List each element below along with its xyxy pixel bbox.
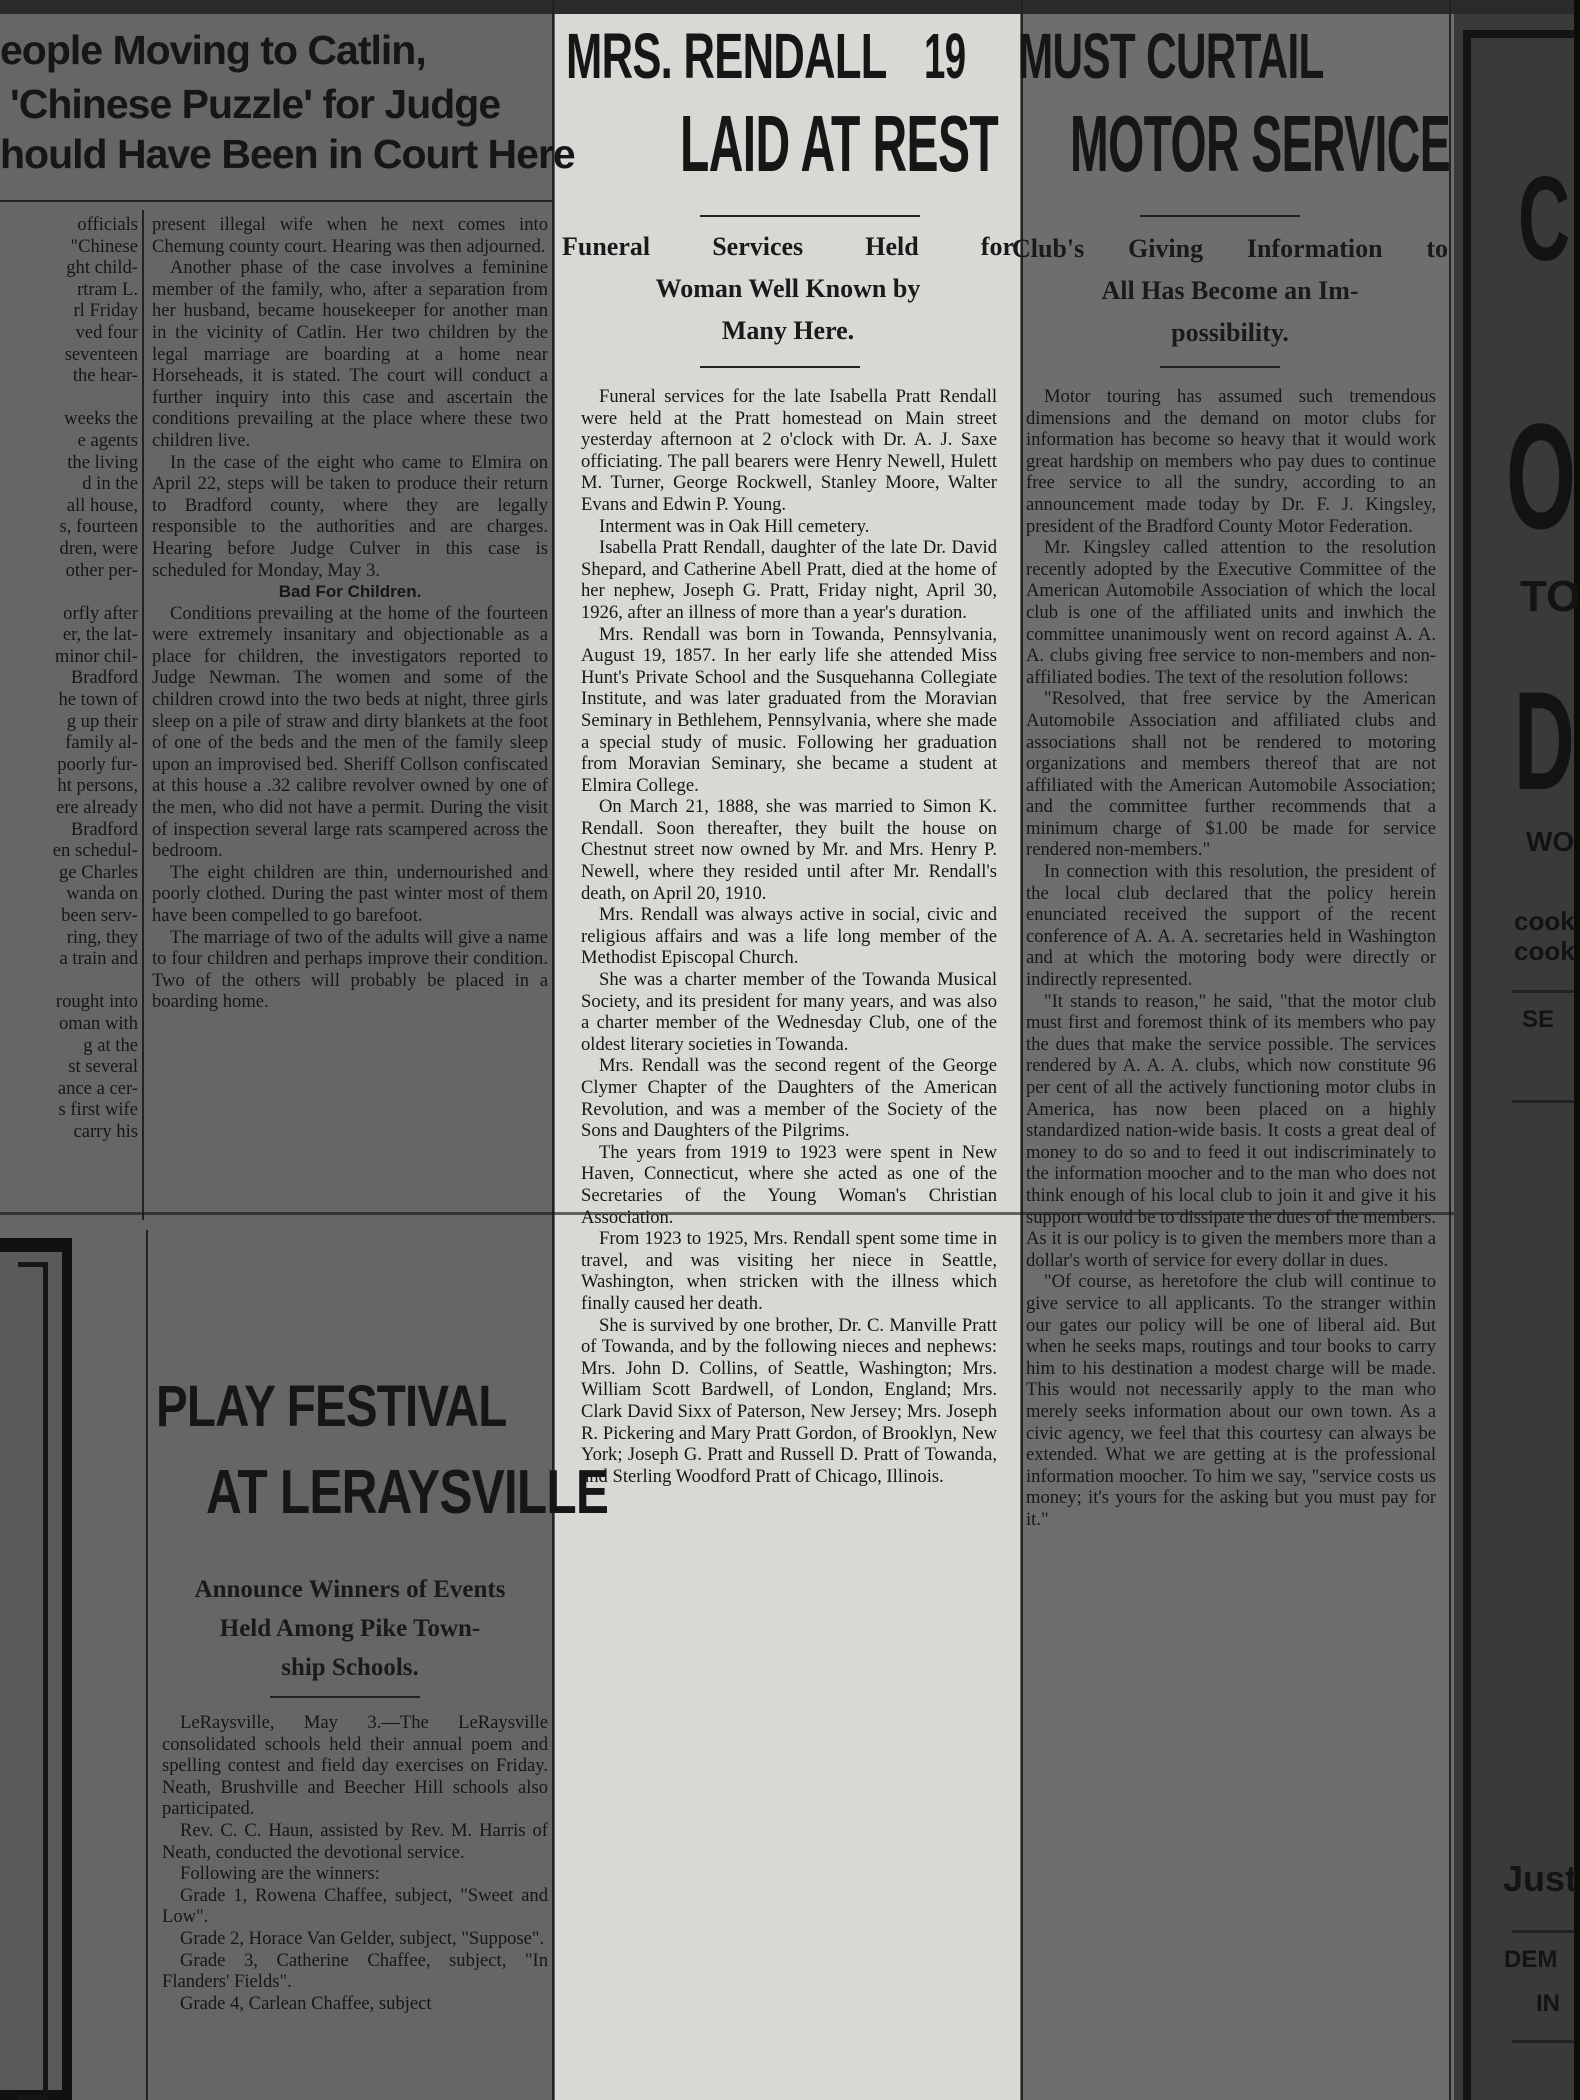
ad-rule — [1512, 1930, 1574, 1933]
narrow-column-line: dren, were — [59, 537, 138, 559]
festival-paragraph: Rev. C. C. Haun, assisted by Rev. M. Harris of Neath, conducted the devotional service. — [162, 1819, 548, 1863]
festival-paragraph: LeRaysville, May 3.—The LeRaysville consolidated schools held their annual poem and spelling contest and field day exercises on Friday. Neath, Brushville and Beecher Hill schools also participated. — [162, 1712, 548, 1820]
narrow-column-line — [0, 387, 138, 409]
motor-deck — [1012, 228, 1448, 354]
narrow-column-line: minor chil- — [54, 645, 138, 667]
festival-deck-line: ship Schools. — [281, 1654, 419, 1681]
festival-paragraph: Grade 1, Rowena Chaffee, subject, "Sweet and Low". — [162, 1884, 548, 1928]
narrow-column-line: rl Friday — [73, 300, 138, 322]
ad-rule — [1512, 2040, 1574, 2043]
column-rule — [1449, 0, 1451, 2100]
narrow-column-line: ht persons, — [57, 775, 138, 797]
rendall-paragraph: She was a charter member of the Towanda Musical Society, and its president for many years, and was also a charter member of the Wednesday Club, one of the oldest literary societies in Towanda. — [581, 969, 997, 1055]
headline-rule — [1140, 215, 1300, 217]
left-article-body — [152, 214, 548, 1013]
motor-paragraph: In connection with this resolution, the president of the local club declared that the policy herein enunciated received the support of the recent conference of A. A. A. secretaries held in Washington and at which the motoring body were directly or indirectly represented. — [1026, 861, 1436, 991]
rendall-deck-line: Woman Well Known by — [655, 274, 921, 303]
motor-paragraph: "Resolved, that free service by the American Automobile Association and affiliated clubs and associations shall not be rendered to motoring organizations and members thereof that are not affiliated with the American Automobile Association; and the committee further recommends that a minimum charge of $1.00 be made for service rendered non-members." — [1026, 688, 1436, 861]
narrow-column-line: weeks the — [64, 408, 138, 430]
rendall-paragraph: Mrs. Rendall was always active in social, civic and religious affairs and was a life long member of the Methodist Episcopal Church. — [581, 904, 997, 969]
right-ad-cook: cook — [1514, 906, 1575, 936]
right-ad-dem: DEM — [1504, 1946, 1558, 1973]
festival-paragraph: Grade 3, Catherine Chaffee, subject, "In Flanders' Fields". — [162, 1949, 548, 1993]
rendall-article-body — [581, 386, 997, 1487]
narrow-column-line: g at the — [83, 1034, 138, 1056]
left-paragraph: In the case of the eight who came to Elmira on April 22, steps will be taken to produce their return to Bradford county, where they are legally responsible to the authorities and are charges. Hearing before Judge Culver in this case is scheduled for Monday, May 3. — [152, 451, 548, 581]
headline-rule — [700, 215, 920, 217]
headline-rule — [0, 200, 552, 202]
left-subhead: Bad For Children. — [278, 582, 422, 602]
left-headline-line-3: hould Have Been in Court Here — [0, 131, 575, 177]
deck-rule — [270, 1696, 420, 1698]
rendall-paragraph: From 1923 to 1925, Mrs. Rendall spent some time in travel, and was visiting her niece in Seattle, Washington, when stricken with the illness which finally caused her death. — [581, 1228, 997, 1314]
rendall-paragraph: Mrs. Rendall was born in Towanda, Pennsylvania, August 19, 1857. In her early life she attended Miss Hunt's Private School and the Susquehanna Collegiate Institute, and was later graduated from the Moravian Seminary in Bethlehem, Pennsylvania, where she made a special study of music. Following her graduation from Moravian Seminary, she became a student at Elmira College. — [581, 623, 997, 796]
left-ad-inner-border — [18, 1262, 48, 2100]
deck-rule — [700, 366, 860, 368]
narrow-column-line: Bradford — [70, 667, 138, 689]
narrow-column-line: ved four — [75, 321, 138, 343]
right-ad-wo: WO — [1526, 826, 1575, 857]
column-rule — [146, 1230, 148, 2100]
narrow-column-line: wanda on — [66, 883, 138, 905]
motor-paragraph: "It stands to reason," he said, "that the motor club must first and foremost think of its members who pay the dues that make the service possible. The services rendered by A. A. A. clubs, which now constitute 96 per cent of all the actively functioning motor clubs in America, has now been placed on a highly standardized nation-wide basis. It costs a great deal of money to do so and to feed it out indiscriminately to the information moocher and to the man who does not think enough of his local club to join it and give it his support would be to dissipate the dues of the members. As it is our policy is to given the members more than a dollar's worth of service for every dollar in dues. — [1026, 990, 1436, 1271]
narrow-column-line: the hear- — [72, 365, 138, 387]
narrow-column-line — [0, 970, 138, 992]
right-ad-cook: cook — [1514, 936, 1575, 966]
narrow-column-line: er, the lat- — [62, 624, 138, 646]
right-ad-in: IN — [1536, 1990, 1560, 2017]
narrow-column-line: a train and — [59, 948, 138, 970]
motor-headline-line-1: MUST CURTAIL — [1018, 20, 1324, 92]
rendall-paragraph: The years from 1919 to 1923 were spent in New Haven, Connecticut, where she acted as one of the Secretaries of the Young Woman's Christian Association. — [581, 1141, 997, 1228]
festival-deck — [150, 1570, 550, 1687]
narrow-column-line — [0, 581, 138, 603]
festival-headline-line-1: PLAY FESTIVAL — [156, 1374, 507, 1439]
narrow-column-line: family al- — [65, 732, 138, 754]
narrow-column-line: g up their — [66, 710, 138, 732]
rendall-paragraph: Isabella Pratt Rendall, daughter of the late Dr. David Shepard, and Catherine Abell Pratt, died at the home of her nephew, Joseph G. Pratt, Friday night, April 30, 1926, after an illness of more than a year's duration. — [581, 537, 997, 623]
rendall-headline-line-1: MRS. RENDALL — [566, 20, 887, 92]
narrow-column-line: ght child- — [66, 257, 138, 279]
narrow-column-line: s first wife — [58, 1099, 138, 1121]
right-ad-big-letter: C — [1518, 152, 1571, 286]
rendall-deck-line: Funeral Services Held for — [562, 232, 1014, 261]
narrow-column-line: ance a cer- — [57, 1077, 138, 1099]
ad-rule — [1512, 990, 1574, 993]
narrow-column-line: other per- — [65, 559, 138, 581]
deck-rule — [1160, 366, 1280, 368]
top-shadow — [0, 0, 1574, 14]
motor-paragraph: Motor touring has assumed such tremendous dimensions and the demand on motor clubs for information has become so heavy that it would work great hardship on members who pay dues to continue free service to all the sundry, according to an announcement made today by Dr. F. J. Kingsley, president of the Bradford County Motor Federation. — [1026, 386, 1436, 537]
narrow-column-line: d in the — [82, 473, 138, 495]
narrow-column-line: poorly fur- — [57, 753, 138, 775]
narrow-column-line: st several — [68, 1056, 138, 1078]
left-narrow-column — [0, 214, 138, 1143]
column-rule — [552, 0, 554, 2100]
left-paragraph: The marriage of two of the adults will give a name to four children and perhaps improve their condition. Two of the others will probably be placed in a boarding home. — [152, 926, 548, 1013]
narrow-column-line: s, fourteen — [59, 516, 138, 538]
rendall-headline-fragment: 19 — [924, 20, 966, 92]
festival-paragraph: Following are the winners: — [180, 1863, 380, 1885]
right-ad-just: Just — [1503, 1858, 1578, 1899]
motor-paragraph: Mr. Kingsley called attention to the resolution recently adopted by the Executive Committee of the American Automobile Association of which the local club is one of the affiliated units and inwhich the committee unanimously went on record against A. A. A. clubs giving free service to non-members and non-affiliated bodies. The text of the resolution follows: — [1026, 537, 1436, 688]
right-ad-border — [1463, 30, 1577, 2100]
left-paragraph: The eight children are thin, undernourished and poorly clothed. During the past winter most of them have been compelled to go barefoot. — [152, 861, 548, 926]
narrow-column-line: all house, — [66, 494, 138, 516]
motor-deck-line: Club's Giving Information to — [1012, 234, 1448, 263]
right-ad-big-letter: O — [1506, 392, 1577, 560]
narrow-column-line: officials — [77, 214, 138, 235]
rendall-deck-line: Many Here. — [721, 316, 855, 345]
narrow-column-line: Bradford — [70, 818, 138, 840]
column-rule — [142, 210, 144, 1220]
rendall-paragraph: On March 21, 1888, she was married to Simon K. Rendall. Soon thereafter, they built the house on Chestnut street now owned by Mr. and Mrs. Henry P. Newell, where they resided until after Mr. Rendall's death, on April 20, 1910. — [581, 796, 997, 904]
rendall-headline-line-2: LAID AT REST — [680, 99, 999, 188]
narrow-column-line: rtram L. — [77, 278, 138, 300]
left-headline-line-1: eople Moving to Catlin, — [0, 27, 426, 73]
narrow-column-line: orfly after — [63, 602, 138, 624]
festival-paragraph: Grade 2, Horace Van Gelder, subject, "Suppose". — [180, 1927, 545, 1949]
narrow-column-line: en schedul- — [52, 840, 138, 862]
narrow-column-line: "Chinese — [70, 235, 138, 257]
left-paragraph: Conditions prevailing at the home of the fourteen were extremely insanitary and objectionable as a place for children, the investigators reported to Judge Newman. The women and some of the children crowd into the two beds at night, three girls sleep on a pile of straw and dirty blankets at the foot of one of the beds and the men of the family sleep upon an improvised bed. Sheriff Collson confiscated at this house a .32 calibre revolver owned by one of the men, who did not have a permit. During the visit of inspection several large rats scampered across the bedroom. — [152, 602, 548, 862]
narrow-column-line: ge Charles — [59, 861, 138, 883]
right-ad-to: TO — [1520, 572, 1580, 621]
festival-headline-line-2: AT LERAYSVILLE — [206, 1458, 609, 1527]
narrow-column-line: the living — [67, 451, 138, 473]
narrow-column-line: ere already — [55, 797, 138, 819]
rendall-paragraph: Funeral services for the late Isabella Pratt Rendall were held at the Pratt homestead on Main street yesterday afternoon at 2 o'clock with Dr. A. J. Saxe officiating. The pall bearers were Henry Newell, Hulett M. Turner, George Rockwell, Stanley Moore, Walter Evans and Edwin P. Young. — [581, 386, 997, 515]
motor-article-body — [1026, 386, 1436, 1530]
motor-deck-line: possibility. — [1171, 318, 1289, 347]
ad-rule — [1512, 1100, 1574, 1103]
rendall-paragraph: Interment was in Oak Hill cemetery. — [599, 515, 870, 537]
left-paragraph: Another phase of the case involves a feminine member of the family, who, after a separation from her husband, became housekeeper for another man in the vicinity of Catlin. Her two children by the legal marriage are boarding at a home near Horseheads, it is stated. The court will conduct a further inquiry into this case and ascertain the conditions prevailing at the place where these two children live. — [152, 257, 548, 451]
festival-article-body — [162, 1712, 548, 2014]
rendall-paragraph: Mrs. Rendall was the second regent of the George Clymer Chapter of the Daughters of the American Revolution, and was a member of the Society of the Sons and Daughters of the Pilgrims. — [581, 1055, 997, 1142]
narrow-column-line: seventeen — [64, 343, 138, 365]
narrow-column-line: been serv- — [61, 905, 138, 926]
right-ad-big-letter: D — [1514, 662, 1575, 819]
motor-headline-line-2: MOTOR SERVICE — [1070, 99, 1451, 188]
motor-paragraph: "Of course, as heretofore the club will continue to give service to all applicants. To the stranger within our gates our policy will be one of liberal aid. But when he seeks maps, routings and tour books to carry him to his destination a modest charge will be made. This would not necessarily apply to the man who merely seeks information about our own town. As a civic agency, we feel that this courtesy can always be extended. What we are getting at is the professional information moocher. To him we say, "service costs us money; it's yours for the asking but you must pay for it." — [1026, 1271, 1436, 1530]
narrow-column-line: oman with — [58, 1012, 138, 1034]
festival-deck-line: Announce Winners of Events — [194, 1576, 506, 1603]
narrow-column-line: rought into — [55, 991, 138, 1013]
left-headline-line-2: 'Chinese Puzzle' for Judge — [10, 81, 501, 127]
narrow-column-line: e agents — [77, 429, 138, 451]
festival-paragraph: Grade 4, Carlean Chaffee, subject — [180, 1992, 432, 2014]
narrow-column-line: carry his — [73, 1120, 138, 1142]
right-ad-se: SE — [1522, 1006, 1555, 1033]
left-paragraph: present illegal wife when he next comes into Chemung county court. Hearing was then adjourned. — [152, 214, 548, 257]
narrow-column-line: ring, they — [66, 926, 138, 948]
festival-deck-line: Held Among Pike Town- — [219, 1615, 481, 1642]
motor-deck-line: All Has Become an Im- — [1101, 276, 1359, 305]
rendall-deck — [562, 226, 1014, 352]
narrow-column-line: he town of — [58, 689, 138, 711]
rendall-paragraph: She is survived by one brother, Dr. C. Manville Pratt of Towanda, and by the following nieces and nephews: Mrs. John D. Collins, of Seattle, Washington; Mrs. William Scott Bardwell, of London, England; Mrs. Clark David Sixx of Paterson, New Jersey; Mrs. Joseph R. Pickering and Mary Pratt Gordon, of Brooklyn, New York; Joseph G. Pratt and Russell D. Pratt of Towanda, and Sterling Woodford Pratt of Chicago, Illinois. — [581, 1314, 997, 1487]
